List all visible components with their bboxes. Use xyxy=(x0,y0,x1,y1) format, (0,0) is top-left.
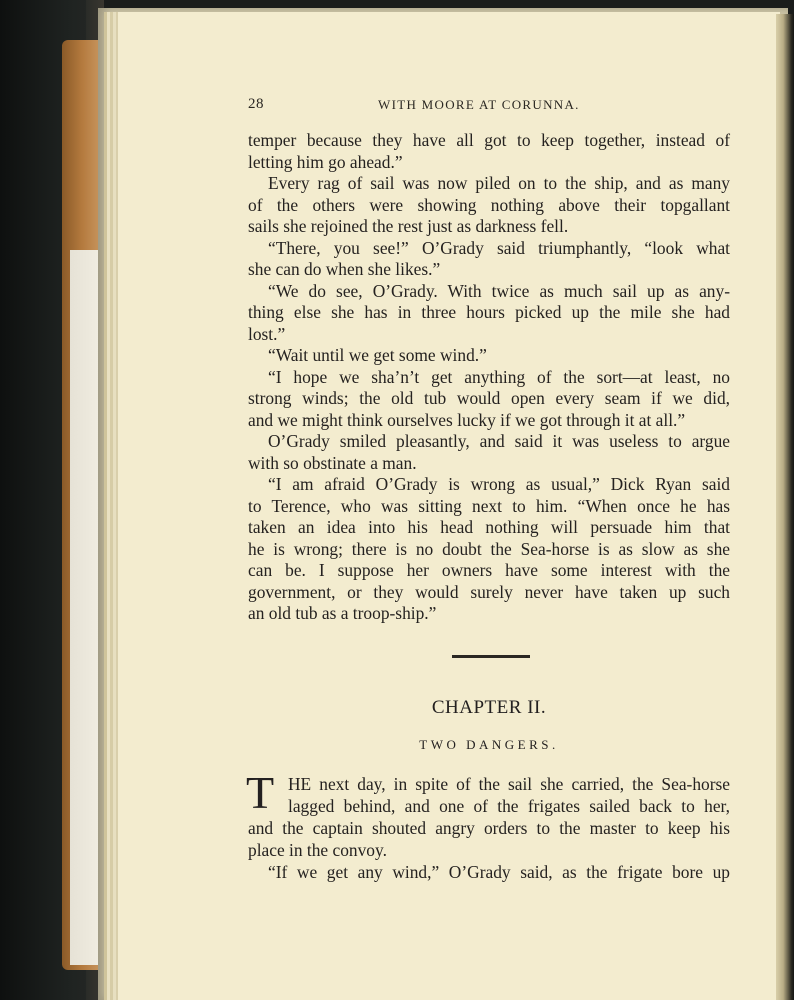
text-line: “I hope we sha’n’t get anything of the sort—at least, no xyxy=(268,366,730,387)
chapter-text xyxy=(246,767,730,883)
text-line: O’Grady smiled pleasantly, and said it was useless to argue xyxy=(268,431,730,451)
drop-cap: T xyxy=(246,767,275,818)
text-line: thing else she has in three hours picked up the mile she had xyxy=(248,302,730,322)
text-line: sails she rejoined the rest just as darkness fell. xyxy=(248,216,569,236)
section-divider xyxy=(452,655,530,658)
text-line: “There, you see!” O’Grady said triumphantly, “look what xyxy=(268,237,730,258)
text-line: Every rag of sail was now piled on to the ship, and as many xyxy=(268,173,730,193)
chapter-subtitle: TWO DANGERS. xyxy=(419,737,559,752)
text-line: temper because they have all got to keep together, instead of xyxy=(248,130,730,150)
text-line: of the others were showing nothing above their topgallant xyxy=(248,194,730,215)
text-line: and we might think ourselves lucky if we got through it at all.” xyxy=(248,409,686,430)
text-line: lost.” xyxy=(248,323,286,344)
text-line: she can do when she likes.” xyxy=(248,259,441,279)
text-line: and the captain shouted angry orders to the master to keep his xyxy=(248,818,730,838)
text-line: “I am afraid O’Grady is wrong as usual,” Dick Ryan said xyxy=(268,474,730,494)
text-line: “If we get any wind,” O’Grady said, as the frigate bore up xyxy=(268,862,730,882)
text-line: “Wait until we get some wind.” xyxy=(268,345,487,365)
text-line: HE next day, in spite of the sail she carried, the Sea-horse xyxy=(288,774,730,794)
text-line: to Terence, who was sitting next to him. “When once he has xyxy=(248,495,730,516)
text-line: “We do see, O’Grady. With twice as much sail up as any- xyxy=(268,280,730,301)
text-line: government, or they would surely never have taken up such xyxy=(248,581,730,602)
text-line: he is wrong; there is no doubt the Sea-horse is as slow as she xyxy=(248,538,730,559)
chapter-title: CHAPTER II. xyxy=(431,697,547,718)
text-line: with so obstinate a man. xyxy=(248,452,417,473)
text-line: strong winds; the old tub would open every seam if we did, xyxy=(248,388,730,408)
page-right-edge xyxy=(776,14,794,1000)
running-title: WITH MOORE AT CORUNNA. xyxy=(378,97,580,112)
text-line: place in the convoy. xyxy=(248,840,387,860)
running-header xyxy=(248,96,730,116)
text-line: an old tub as a troop-ship.” xyxy=(248,603,437,623)
text-line: can be. I suppose her owners have some interest with the xyxy=(248,560,730,580)
text-line: letting him go ahead.” xyxy=(248,151,403,172)
body-text xyxy=(248,130,730,625)
text-line: taken an idea into his head nothing will persuade him that xyxy=(248,517,730,537)
page-number: 28 xyxy=(248,96,264,112)
text-line: lagged behind, and one of the frigates sailed back to her, xyxy=(288,796,730,816)
